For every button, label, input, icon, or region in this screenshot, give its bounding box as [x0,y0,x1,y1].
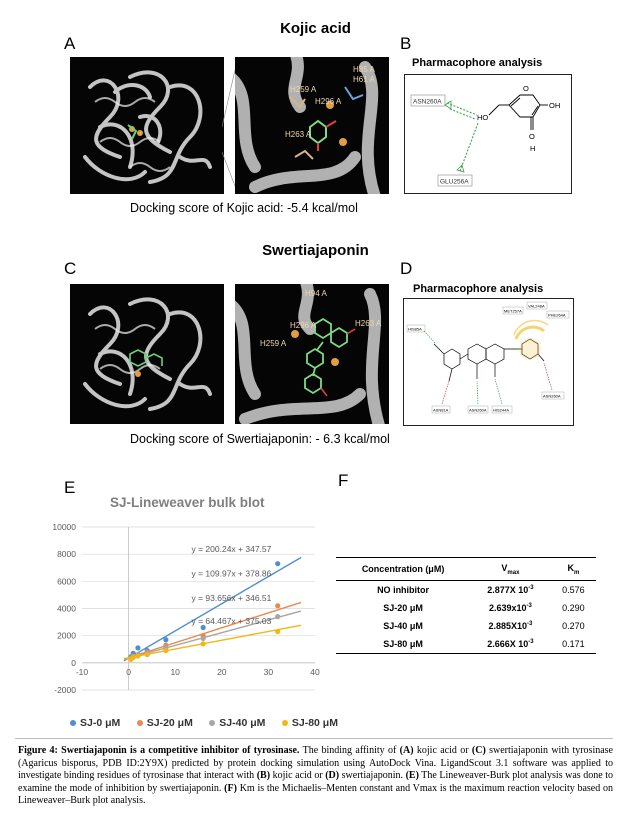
hydroxyl-label: HO [477,113,489,122]
kojic-acid-title: Kojic acid [280,20,351,37]
data-point [201,641,206,646]
swertiajaponin-title: Swertiajaponin [262,242,369,259]
table-row [336,635,596,654]
panel-c-letter: C [64,259,77,278]
legend-label: SJ-80 μM [291,717,338,729]
caption-ref-d: (D) [325,770,340,781]
caption-text: kojic acid or [413,745,472,756]
swertiajaponin-protein-overview-image [70,284,224,424]
residue-label-asn260a: ASN260A [413,98,442,106]
cell-vmax [470,599,551,617]
caption-divider [15,738,613,739]
trendline-equation: y = 200.24x + 347.57 [191,544,272,555]
table-row [336,599,596,617]
data-point [201,636,206,641]
residue-label: H259 A [260,339,287,348]
vmax-exponent: -3 [527,621,533,627]
header-max-sub: max [507,569,520,576]
residue-label: H263 A [355,319,382,328]
x-tick-label: 20 [217,666,227,677]
vmax-exponent: -3 [528,639,534,645]
residue-label-met257a: MET257A [504,308,522,314]
lineweaver-burk-chart [40,515,330,705]
residue-label: H296 A [290,321,317,330]
legend-item-sj-0 [70,717,120,729]
data-point [275,603,280,608]
ring-oxygen-label: O [523,84,529,93]
cell-km: 0.171 [551,635,596,654]
chart-legend [70,713,350,731]
cell-vmax [470,635,551,654]
panel-e-letter: E [64,478,76,497]
chart-title: SJ-Lineweaver bulk blot [110,495,265,510]
hydrogen-label: H [530,144,536,153]
data-point [163,637,168,642]
kojic-protein-overview-image [70,57,224,194]
swertiajaponin-binding-site-image [235,284,389,424]
header-km [551,558,596,581]
cell-vmax [470,617,551,635]
kojic-pharmacophore-diagram [404,74,572,194]
caption-ref-e: (E) [405,770,419,781]
caption-text: Km is the Michaelis–Menten constant and Vmax is the maximum reaction velocity based on Lineweaver–Burk plot analysis. [18,782,613,806]
caption-text: The Lineweaver-Burk plot analysis was done to examine the mode of inhibition by swertiajaponin. [18,770,614,794]
cell-concentration: SJ-40 μM [383,621,423,631]
caption-ref-a: (A) [399,745,414,756]
table-row [336,581,596,600]
residue-label-asn81a: ASN81A [433,407,449,413]
residue-label: H85 A [353,65,375,74]
header-concentration: Concentration (μM) [336,558,470,581]
pharmacophore-title-d: Pharmacophore analysis [413,283,544,295]
data-point [145,652,150,657]
cell-km: 0.290 [562,603,585,613]
caption-text: The binding affinity of [299,745,400,756]
residue-label-glu256a: GLU256A [440,178,469,186]
carbonyl-oxygen-label: O [529,132,535,141]
trendline-equation: y = 93.656x + 346.51 [191,593,272,604]
header-vmax [470,558,551,581]
cell-km: 0.270 [562,621,585,631]
y-tick-label: 10000 [52,522,76,532]
caption-ref-b: (B) [256,770,271,781]
caption-lead: Figure 4: Swertiajaponin is a competitive inhibitor of tyrosinase. [18,745,300,756]
cell-km: 0.576 [562,585,585,595]
data-point [275,629,280,634]
x-tick-label: 10 [170,666,180,677]
swertiajaponin-pharmacophore-diagram [403,298,574,426]
x-tick-label: -10 [75,666,89,677]
header-m-sub: m [573,569,580,576]
y-tick-label: 6000 [57,576,76,587]
caption-text: swertiajaponin with tyrosinase (Agaricus bisporus, PDB ID:2Y9X) predicted by protein docking simulation using AutoDock Vina. LigandScout 3.1 software was applied to investigate binding residues of tyrosinase that interact with [18,745,613,781]
panel-a-letter: A [64,34,76,53]
vmax-value: 2.666X 10 [487,639,529,649]
residue-label: H259 A [290,85,317,94]
x-tick-label: 40 [310,666,320,677]
residue-label: H296 A [315,97,342,106]
panel-b-letter: B [400,34,412,53]
trendline-equation: y = 64.467x + 375.03 [191,616,272,627]
data-point [163,648,168,653]
residue-label-asn260a: ASN260A [469,407,487,413]
x-tick-label: 0 [126,666,131,677]
caption-text: swertiajaponin. [339,770,406,781]
panel-d-letter: D [400,259,413,278]
data-point [135,645,140,650]
legend-label: SJ-0 μM [80,717,121,729]
figure-caption [18,745,613,808]
residue-label-phe264a: PHE264A [548,312,566,318]
vmax-value: 2.885X10 [488,621,528,631]
x-tick-label: 30 [263,666,274,677]
header-v: V [501,562,508,573]
y-tick-label: 8000 [57,549,76,560]
pharmacophore-title-b: Pharmacophore analysis [412,57,543,69]
legend-label: SJ-40 μM [219,717,266,729]
residue-label-asn260a-2: ASN260A [543,393,561,399]
y-tick-label: -2000 [54,685,76,695]
vmax-value: 2.877X 10 [487,585,529,595]
data-point [275,561,280,566]
caption-ref-f: (F) [224,782,237,794]
kinetics-table [336,557,596,654]
residue-label-his85a: HIS85A [408,326,422,332]
residue-label-val248a: VAL248A [528,303,545,309]
trendline-equation: y = 109.97x + 378.86 [191,568,272,579]
legend-item-sj-20 [137,717,193,729]
cell-vmax [470,581,551,600]
vmax-exponent: -3 [528,585,534,591]
panel-f-letter: F [338,471,349,490]
caption-ref-c: (C) [471,745,486,756]
cell-concentration: SJ-80 μM [336,635,470,654]
kojic-binding-site-image [235,57,389,194]
data-point [135,653,140,658]
y-tick-label: 4000 [57,603,76,614]
y-tick-label: 0 [71,657,76,668]
kojic-docking-score: Docking score of Kojic acid: -5.4 kcal/mol [130,201,358,215]
table-row [336,617,596,635]
vmax-exponent: -3 [526,603,532,609]
data-point [131,655,136,660]
residue-label-his244a: HIS244A [493,407,510,413]
residue-label: H263 A [285,130,312,139]
swertiajaponin-docking-score: Docking score of Swertiajaponin: - 6.3 kcal/mol [130,432,390,446]
legend-label: SJ-20 μM [146,717,193,729]
legend-item-sj-40 [209,717,265,729]
data-point [275,614,280,619]
cell-concentration: NO inhibitor [377,585,430,595]
cell-concentration: SJ-20 μM [383,603,423,613]
vmax-value: 2.639x10 [488,603,527,613]
table-header-row [336,558,596,581]
residue-label: H94 A [305,289,327,298]
residue-label: H61 A [353,75,375,84]
header-k: K [567,562,574,573]
caption-text: kojic acid or [270,770,326,781]
oh-label: OH [549,101,561,110]
legend-item-sj-80 [282,717,338,729]
y-tick-label: 2000 [57,630,76,641]
